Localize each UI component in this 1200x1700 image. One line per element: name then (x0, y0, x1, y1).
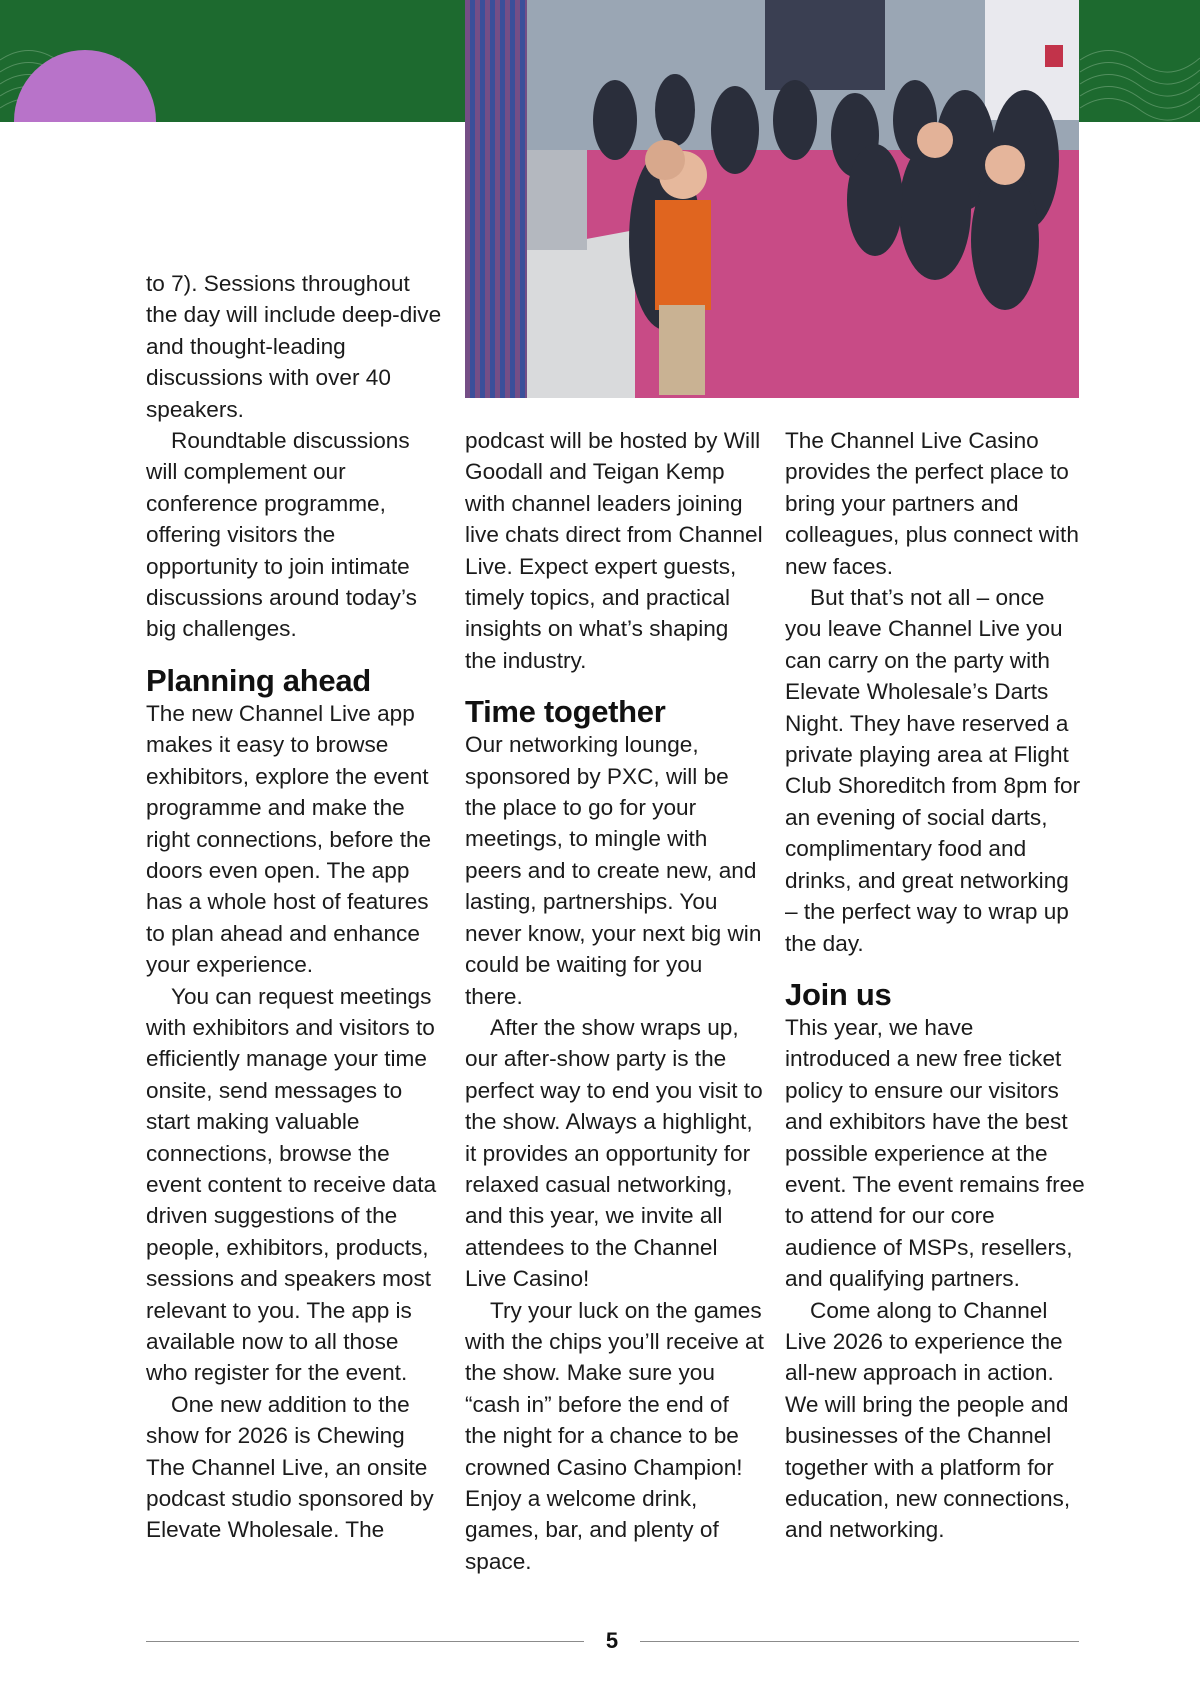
col3-paragraph: Come along to Channel Live 2026 to experience the all-new approach in action. We will bring the people and businesses of the Channel together with a platform for education, new connections, and networking. (785, 1297, 1071, 1543)
heading-time-together: Time together (465, 694, 666, 730)
heading-join-us: Join us (785, 976, 892, 1012)
event-photo-illustration (465, 0, 1079, 398)
col1-paragraph: You can request meetings with exhibitors and visitors to efficiently manage your time onsite, send messages to start making valuable connections, browse the event content to receive data driven suggestions of the people, exhibitors, products, sessions and speakers most relevant to you. The app is available now to all those who register for the event. (146, 983, 437, 1386)
col3-paragraph: This year, we have introduced a new free ticket policy to ensure our visitors and exhibitors have the best possible experience at the event. The event remains free to attend for our core audience of MSPs, resellers, and qualifying partners. (785, 1014, 1085, 1292)
col1-paragraph: to 7). Sessions throughout the day will include deep-dive and thought-leading discussions with over 40 speakers. (146, 271, 442, 422)
article-column-3 (785, 425, 1085, 1546)
col1-paragraph: One new addition to the show for 2026 is Chewing The Channel Live, an onsite podcast studio sponsored by Elevate Wholesale. The (146, 1391, 434, 1543)
col3-paragraph: The Channel Live Casino provides the perfect place to bring your partners and colleagues, plus connect with new faces. (785, 428, 1079, 579)
event-photo (465, 0, 1079, 398)
col2-paragraph: After the show wraps up, our after-show party is the perfect way to end you visit to the show. Always a highlight, it provides an opportunity for relaxed casual networking, and this year, we invite all attendees to the Channel Live Casino! (465, 1014, 763, 1292)
footer-rule-left (146, 1641, 584, 1642)
col1-paragraph: The new Channel Live app makes it easy to browse exhibitors, explore the event programme and make the right connections, before the doors even open. The app has a whole host of features to plan ahead and enhance your experience. (146, 700, 432, 978)
article-column-2 (465, 425, 765, 1577)
page-number: 5 (605, 1628, 619, 1653)
col2-paragraph: Try your luck on the games with the chips you’ll receive at the show. Make sure you “cash in” before the end of the night for a chance to be crowned Casino Champion! Enjoy a welcome drink, games, bar, and plenty of space. (465, 1297, 764, 1574)
col2-paragraph: podcast will be hosted by Will Goodall and Teigan Kemp with channel leaders joining live chats direct from Channel Live. Expect expert guests, timely topics, and practical insights on what’s shaping the industry. (465, 428, 763, 673)
col1-paragraph: Roundtable discussions will complement our conference programme, offering visitors the opportunity to join intimate discussions around today’s big challenges. (146, 428, 417, 642)
col2-paragraph: Our networking lounge, sponsored by PXC, will be the place to go for your meetings, to mingle with peers and to create new, and lasting, partnerships. You never know, your next big win could be waiting for you there. (465, 732, 762, 1009)
article-column-1 (146, 268, 446, 1546)
heading-planning-ahead: Planning ahead (146, 662, 371, 698)
col3-paragraph: But that’s not all – once you leave Channel Live you can carry on the party with Elevate Wholesale’s Darts Night. They have reserved a private playing area at Flight Club Shoreditch from 8pm for an evening of social darts, complimentary food and drinks, and great networking – the perfect way to wrap up the day. (785, 585, 1081, 956)
footer-rule-right (640, 1641, 1079, 1642)
page-footer (146, 1626, 1079, 1656)
